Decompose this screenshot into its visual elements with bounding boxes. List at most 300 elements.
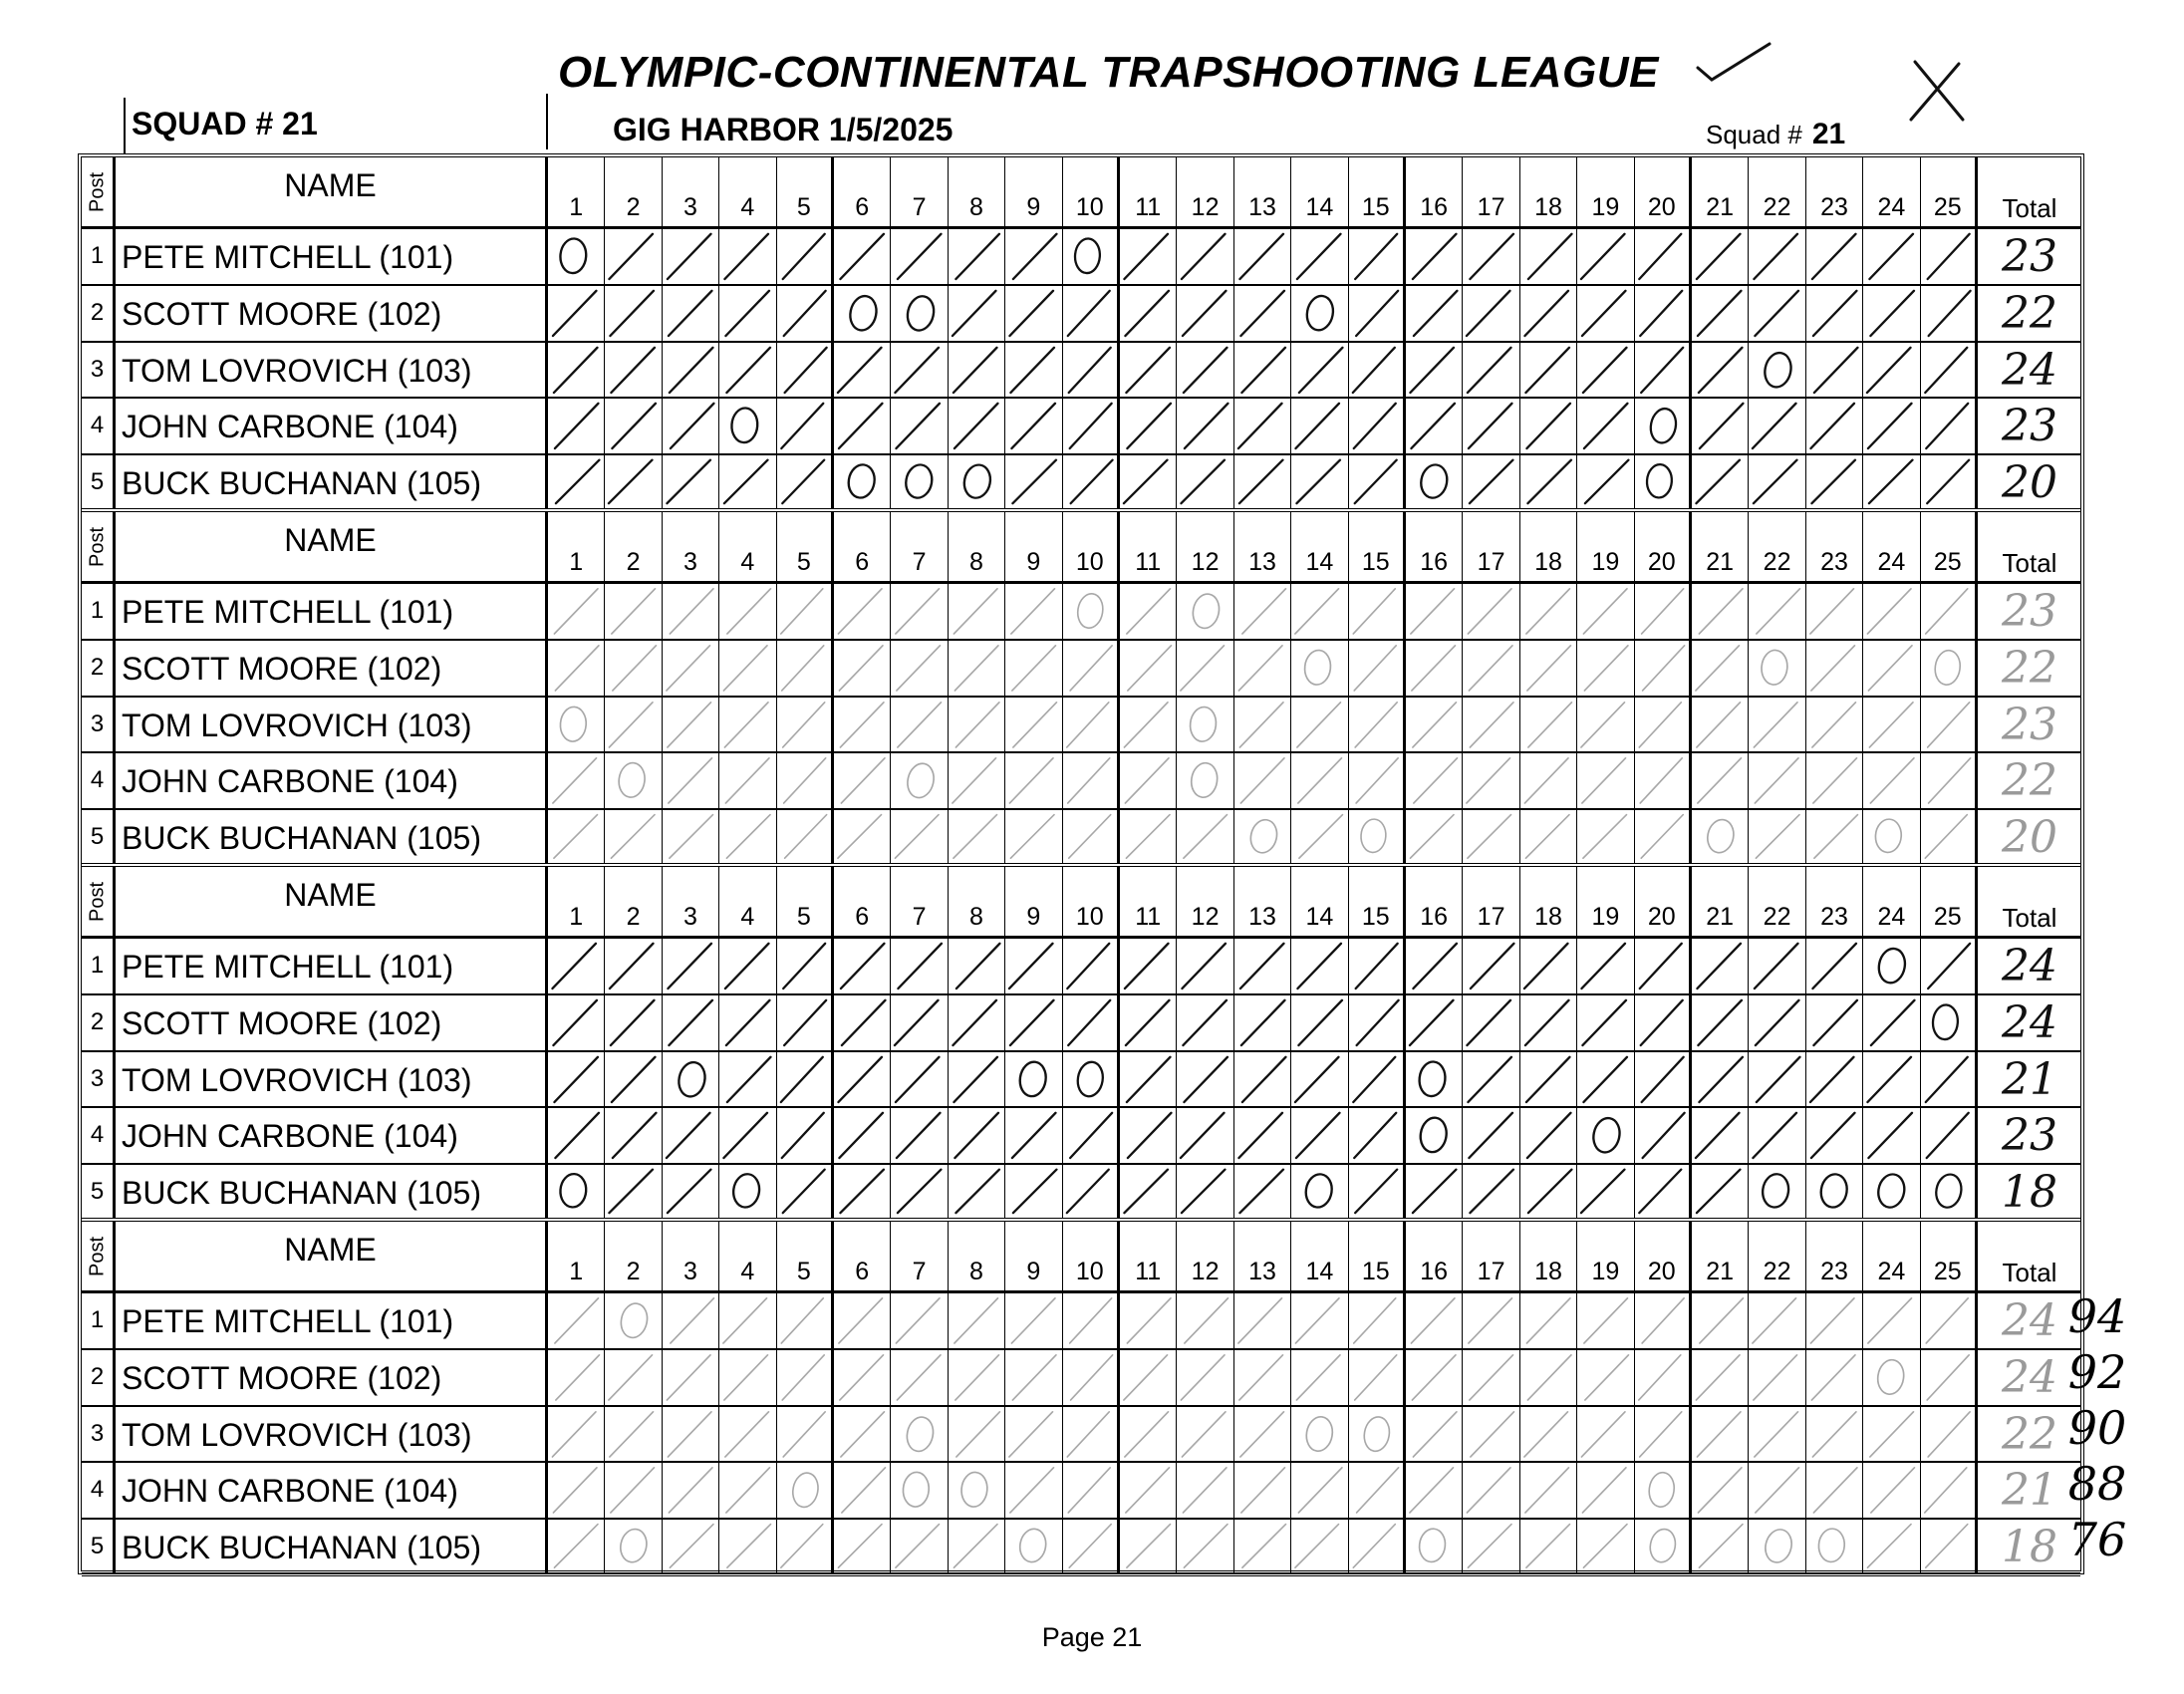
target-number-label: 12 [1191,903,1220,931]
shot-cell [1005,698,1062,752]
hit-target-mark [1406,399,1462,453]
shot-cell [1177,995,1233,1050]
hit-target-mark [1806,1052,1862,1107]
hit-target-mark [1234,939,1290,993]
shot-cell [1406,399,1463,453]
shot-cell [1005,1293,1062,1348]
hit-target-mark [548,584,604,639]
hit-target-mark [1921,1520,1975,1572]
hit-target-mark [1005,641,1061,696]
shot-cell [719,1108,776,1163]
hit-target-mark [1692,1407,1748,1462]
target-number-header [663,867,719,936]
hit-target-mark [1520,229,1576,284]
hit-target-mark [1520,286,1576,341]
lost-target-mark [949,455,1004,508]
shot-cell [1291,1407,1348,1462]
target-number-label: 13 [1248,903,1276,931]
hit-target-mark [949,698,1004,752]
target-number-header [1921,512,1978,581]
hit-target-mark [1806,1407,1862,1462]
target-number-label: 17 [1477,1258,1505,1285]
shot-cell [1520,1108,1577,1163]
hit-target-mark [949,399,1004,453]
hit-target-mark [1692,343,1748,398]
shot-cell [663,1293,719,1348]
shot-cell [1234,810,1291,863]
target-number-header [1349,157,1406,226]
hit-target-mark [777,1165,831,1218]
hit-target-mark [1120,1407,1176,1462]
target-number-label: 1 [569,548,584,576]
lost-target-mark [891,1463,947,1518]
target-number-label: 15 [1361,1258,1390,1285]
hit-target-mark [1349,1520,1403,1572]
hit-target-mark [548,995,604,1050]
hit-target-mark [1577,1052,1633,1107]
shot-cell [548,1520,605,1572]
shot-cell [1520,343,1577,398]
shot-cell [1921,939,1978,993]
hit-target-mark [663,584,718,639]
hit-target-mark [1749,1350,1804,1405]
hit-target-mark [1921,343,1975,398]
hit-target-mark [1863,1052,1919,1107]
shot-cell [1291,455,1348,508]
shot-cell [1921,584,1978,639]
round-total: 23 [2002,231,2057,282]
hit-target-mark [1406,1407,1462,1462]
shot-cell [663,1463,719,1518]
target-number-label: 25 [1933,903,1962,931]
squad-number-label [1706,118,1845,151]
hit-target-mark [1349,455,1403,508]
score-table [78,153,2084,1574]
hit-target-mark [1177,1350,1232,1405]
target-number-header [1406,512,1463,581]
shot-cell [1863,641,1920,696]
hit-target-mark [663,810,718,863]
shot-cell [1635,641,1692,696]
shot-cell [1291,1350,1348,1405]
target-number-header [777,867,834,936]
hit-target-mark [1921,939,1975,993]
hit-target-mark [1577,1463,1633,1518]
shooter-row [82,1407,2080,1464]
target-number-header [1349,1222,1406,1290]
shot-cell [1406,939,1463,993]
target-number-label: 11 [1135,1258,1162,1285]
shot-cell [1005,1407,1062,1462]
target-number-header [719,1222,776,1290]
hit-target-mark [1063,1165,1117,1218]
total-header-label: Total [2002,1258,2057,1287]
shooter-name: BUCK BUCHANAN (105) [116,1520,548,1572]
hit-target-mark [1349,1165,1403,1218]
shot-cell [1863,1165,1920,1218]
shot-cell [1120,1407,1177,1462]
hit-target-mark [1863,455,1919,508]
target-number-label: 23 [1820,548,1848,576]
hit-target-mark [949,1108,1004,1163]
target-number-label: 22 [1763,903,1791,931]
shot-cell [548,995,605,1050]
hit-target-mark [777,584,831,639]
shot-cell [1406,698,1463,752]
shot-cell [1635,1165,1692,1218]
name-header-label: NAME [284,167,377,203]
round-block-1 [82,157,2080,512]
shot-cell [605,995,662,1050]
target-number-header [1177,157,1233,226]
hit-target-mark [1577,286,1633,341]
hit-target-mark [605,343,661,398]
hit-target-mark [1291,455,1347,508]
shot-cell [1463,286,1519,341]
hit-target-mark [719,641,775,696]
hit-target-mark [548,1350,604,1405]
hit-target-mark [949,229,1004,284]
target-number-header [1005,867,1062,936]
hit-target-mark [1120,753,1176,808]
shot-cell [1177,343,1233,398]
hit-target-mark [1577,399,1633,453]
hit-target-mark [1120,995,1176,1050]
hit-target-mark [548,641,604,696]
hit-target-mark [1577,1407,1633,1462]
shot-cell [891,810,948,863]
shot-cell [1463,1407,1519,1462]
target-number-label: 20 [1647,903,1676,931]
shot-cell [719,229,776,284]
hit-target-mark [1921,286,1975,341]
target-number-header [1349,512,1406,581]
shot-cell [949,1165,1005,1218]
hit-target-mark [1349,753,1403,808]
target-number-header [1635,157,1692,226]
hit-target-mark [663,995,718,1050]
hit-target-mark [1463,1108,1518,1163]
shot-cell [1177,698,1233,752]
shot-cell [1291,229,1348,284]
hit-target-mark [1806,1108,1862,1163]
hit-target-mark [1520,1293,1576,1348]
hit-target-mark [1063,753,1117,808]
shot-cell [548,229,605,284]
target-number-header [1291,867,1348,936]
shot-cell [834,343,891,398]
target-number-header [777,157,834,226]
lost-target-mark [1291,1165,1347,1218]
hit-target-mark [1063,1293,1117,1348]
hit-target-mark [1177,1407,1232,1462]
post-number: 3 [82,1407,116,1462]
hit-target-mark [663,229,718,284]
shot-cell [1863,810,1920,863]
shot-cell [1806,1052,1863,1107]
shot-cell [1692,1407,1749,1462]
shot-cell [1577,810,1634,863]
hit-target-mark [1005,1165,1061,1218]
post-number: 3 [82,698,116,752]
shot-cell [1806,229,1863,284]
shot-cell [1749,229,1805,284]
hit-target-mark [834,698,890,752]
shot-cell [1520,1165,1577,1218]
shot-cell [1806,1108,1863,1163]
hit-target-mark [1234,1407,1290,1462]
shot-cell [1692,1165,1749,1218]
hit-target-mark [1463,939,1518,993]
hit-target-mark [1063,810,1117,863]
shot-cell [605,1350,662,1405]
hit-target-mark [777,753,831,808]
hit-target-mark [1520,995,1576,1050]
lost-target-mark [1291,641,1347,696]
shot-cell [1063,995,1120,1050]
hit-target-mark [1692,1463,1748,1518]
name-header [116,867,548,936]
grand-total-3: 90 [2067,1401,2127,1455]
shooter-row [82,1350,2080,1407]
lost-target-mark [1863,1350,1919,1405]
shot-cell [1463,1052,1519,1107]
hit-target-mark [1177,810,1232,863]
shot-cell [1463,584,1519,639]
shot-cell [1177,810,1233,863]
shot-cell [1463,995,1519,1050]
hit-target-mark [1005,229,1061,284]
shooter-row [82,753,2080,810]
hit-target-mark [1234,1463,1290,1518]
target-number-label: 1 [569,193,584,221]
hit-target-mark [663,286,718,341]
cross-mark-icon [1903,58,1973,124]
target-number-label: 19 [1591,1258,1620,1285]
shot-cell [719,584,776,639]
lost-target-mark [1005,1052,1061,1107]
hit-target-mark [1005,455,1061,508]
hit-target-mark [1063,1350,1117,1405]
shot-cell [1921,455,1978,508]
lost-target-mark [548,1165,604,1218]
post-header [82,867,116,936]
shot-cell [1005,810,1062,863]
target-number-label: 15 [1361,903,1390,931]
shot-cell [1635,584,1692,639]
shot-cell [1005,641,1062,696]
shot-cell [949,753,1005,808]
hit-target-mark [719,1293,775,1348]
target-number-label: 18 [1534,903,1562,931]
hit-target-mark [719,810,775,863]
lost-target-mark [1177,753,1232,808]
shot-cell [1406,455,1463,508]
shooter-name: PETE MITCHELL (101) [116,584,548,639]
grand-total-1: 94 [2067,1289,2127,1343]
shot-cell [1635,343,1692,398]
target-number-header [949,157,1005,226]
shot-cell [1406,995,1463,1050]
hit-target-mark [1463,1293,1518,1348]
round-total: 24 [2002,941,2057,991]
hit-target-mark [1120,641,1176,696]
shot-cell [1921,1463,1978,1518]
shot-cell [1177,1407,1233,1462]
shot-cell [1806,753,1863,808]
lost-target-mark [1635,399,1689,453]
hit-target-mark [949,995,1004,1050]
shot-cell [949,229,1005,284]
target-number-header [1806,1222,1863,1290]
target-number-label: 19 [1591,548,1620,576]
target-number-header [1806,512,1863,581]
post-number: 4 [82,399,116,453]
shot-cell [1692,286,1749,341]
target-number-label: 3 [683,1258,697,1285]
shot-cell [891,995,948,1050]
hit-target-mark [1921,1293,1975,1348]
hit-target-mark [605,1052,661,1107]
hit-target-mark [891,1108,947,1163]
hit-target-mark [1463,1463,1518,1518]
hit-target-mark [1463,1407,1518,1462]
shot-cell [719,343,776,398]
target-number-label: 14 [1305,548,1334,576]
lost-target-mark [891,753,947,808]
shooter-row [82,641,2080,698]
shot-cell [1463,1520,1519,1572]
round-total: 24 [2002,996,2057,1048]
hit-target-mark [1635,1293,1689,1348]
hit-target-mark [548,1407,604,1462]
shot-cell [1005,455,1062,508]
shot-cell [1463,1108,1519,1163]
shot-cell [1063,1463,1120,1518]
shot-cell [1749,810,1805,863]
target-number-header [1463,1222,1519,1290]
shot-cell [1520,995,1577,1050]
target-number-label: 9 [1026,1258,1041,1285]
shooter-name: SCOTT MOORE (102) [116,641,548,696]
hit-target-mark [949,1520,1004,1572]
shot-cell [1692,1520,1749,1572]
shot-cell [1463,1293,1519,1348]
target-number-label: 21 [1706,548,1735,576]
shot-cell [834,810,891,863]
shot-cell [605,1052,662,1107]
shot-cell [1921,1520,1978,1572]
hit-target-mark [1749,995,1804,1050]
hit-target-mark [1005,698,1061,752]
lost-target-mark [605,1520,661,1572]
shot-cell [891,229,948,284]
shot-cell [1806,810,1863,863]
shot-cell [1749,1165,1805,1218]
hit-target-mark [834,810,890,863]
target-number-label: 2 [626,548,641,576]
shot-cell [1692,1052,1749,1107]
round-total: 18 [2002,1522,2057,1573]
target-number-header [1177,867,1233,936]
hit-target-mark [1005,1108,1061,1163]
target-number-header [1291,512,1348,581]
hit-target-mark [548,1520,604,1572]
shot-cell [1406,641,1463,696]
hit-target-mark [1577,343,1633,398]
shot-cell [1577,455,1634,508]
shot-cell [1692,1293,1749,1348]
shot-cell [605,1407,662,1462]
shot-cell [1863,286,1920,341]
target-number-header [1863,512,1920,581]
hit-target-mark [1692,995,1748,1050]
shot-cell [1921,698,1978,752]
hit-target-mark [1806,286,1862,341]
shot-cell [1177,1108,1233,1163]
hit-target-mark [1749,584,1804,639]
round-total: 22 [2002,642,2057,694]
hit-target-mark [663,399,718,453]
shot-cell [1635,229,1692,284]
shot-cell [1520,641,1577,696]
shot-cell [1291,1108,1348,1163]
shot-cell [891,399,948,453]
header-divider [546,94,548,149]
target-number-header [719,867,776,936]
hit-target-mark [1120,1165,1176,1218]
lost-target-mark [1749,641,1804,696]
hit-target-mark [1577,995,1633,1050]
hit-target-mark [1806,641,1862,696]
hit-target-mark [719,584,775,639]
shot-cell [1463,1165,1519,1218]
shot-cell [1005,1052,1062,1107]
shot-cell [663,286,719,341]
name-header-label: NAME [284,1232,377,1268]
hit-target-mark [1520,584,1576,639]
hit-target-mark [777,399,831,453]
shot-cell [949,698,1005,752]
hit-target-mark [949,939,1004,993]
hit-target-mark [1291,229,1347,284]
shot-cell [1692,455,1749,508]
hit-target-mark [1406,1165,1462,1218]
shot-cell [1749,1293,1805,1348]
target-number-header [1234,157,1291,226]
shot-cell [777,1350,834,1405]
post-number: 4 [82,753,116,808]
target-number-label: 3 [683,903,697,931]
shot-cell [1063,1165,1120,1218]
shot-cell [891,455,948,508]
round-total: 18 [2002,1167,2057,1219]
lost-target-mark [1577,1108,1633,1163]
shot-cell [949,1052,1005,1107]
target-number-label: 9 [1026,193,1041,221]
hit-target-mark [777,229,831,284]
shot-cell [1921,1407,1978,1462]
hit-target-mark [1921,1463,1975,1518]
hit-target-mark [1921,1052,1975,1107]
hit-target-mark [1806,1293,1862,1348]
hit-target-mark [719,343,775,398]
shot-cell [1063,810,1120,863]
hit-target-mark [548,1108,604,1163]
shot-cell [1577,995,1634,1050]
lost-target-mark [1749,343,1804,398]
shot-cell [1234,399,1291,453]
